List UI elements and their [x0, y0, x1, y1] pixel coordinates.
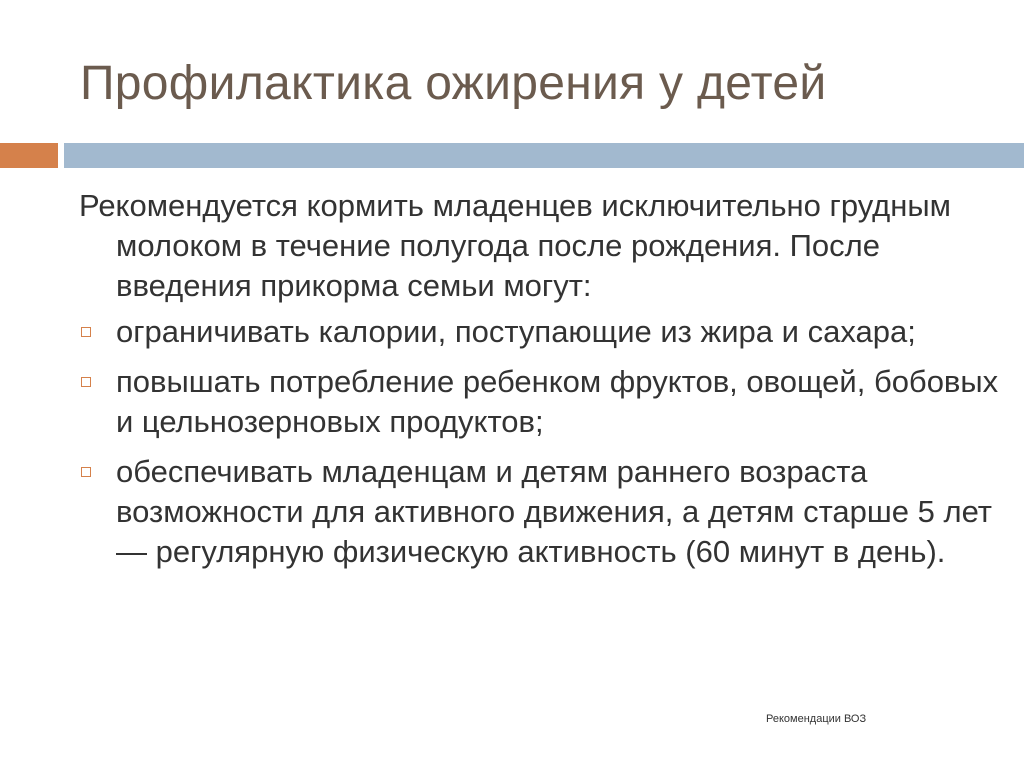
intro-paragraph: Рекомендуется кормить младенцев исключительно грудным молоком в течение полугода после рождения. После введения прикорма семьи могут: — [79, 188, 951, 303]
accent-bar-blue — [64, 143, 1024, 168]
bullet-item — [79, 312, 999, 352]
accent-bar-orange — [0, 143, 58, 168]
bullet-item — [79, 362, 999, 442]
hollow-square-icon — [81, 327, 91, 337]
bullet-text: повышать потребление ребенком фруктов, овощей, бобовых и цельнозерновых продуктов; — [116, 364, 999, 439]
hollow-square-icon — [81, 467, 91, 477]
slide-title: Профилактика ожирения у детей — [80, 57, 827, 110]
bullet-text: обеспечивать младенцам и детям раннего возраста возможности для активного движения, а детям старше 5 лет — регулярную физическую активность (60 минут в день). — [116, 454, 992, 569]
slide-body — [79, 186, 999, 582]
bullet-text: ограничивать калории, поступающие из жира и сахара; — [116, 314, 916, 349]
hollow-square-icon — [81, 377, 91, 387]
bullet-item — [79, 452, 999, 572]
source-note: Рекомендации ВОЗ — [766, 713, 867, 725]
